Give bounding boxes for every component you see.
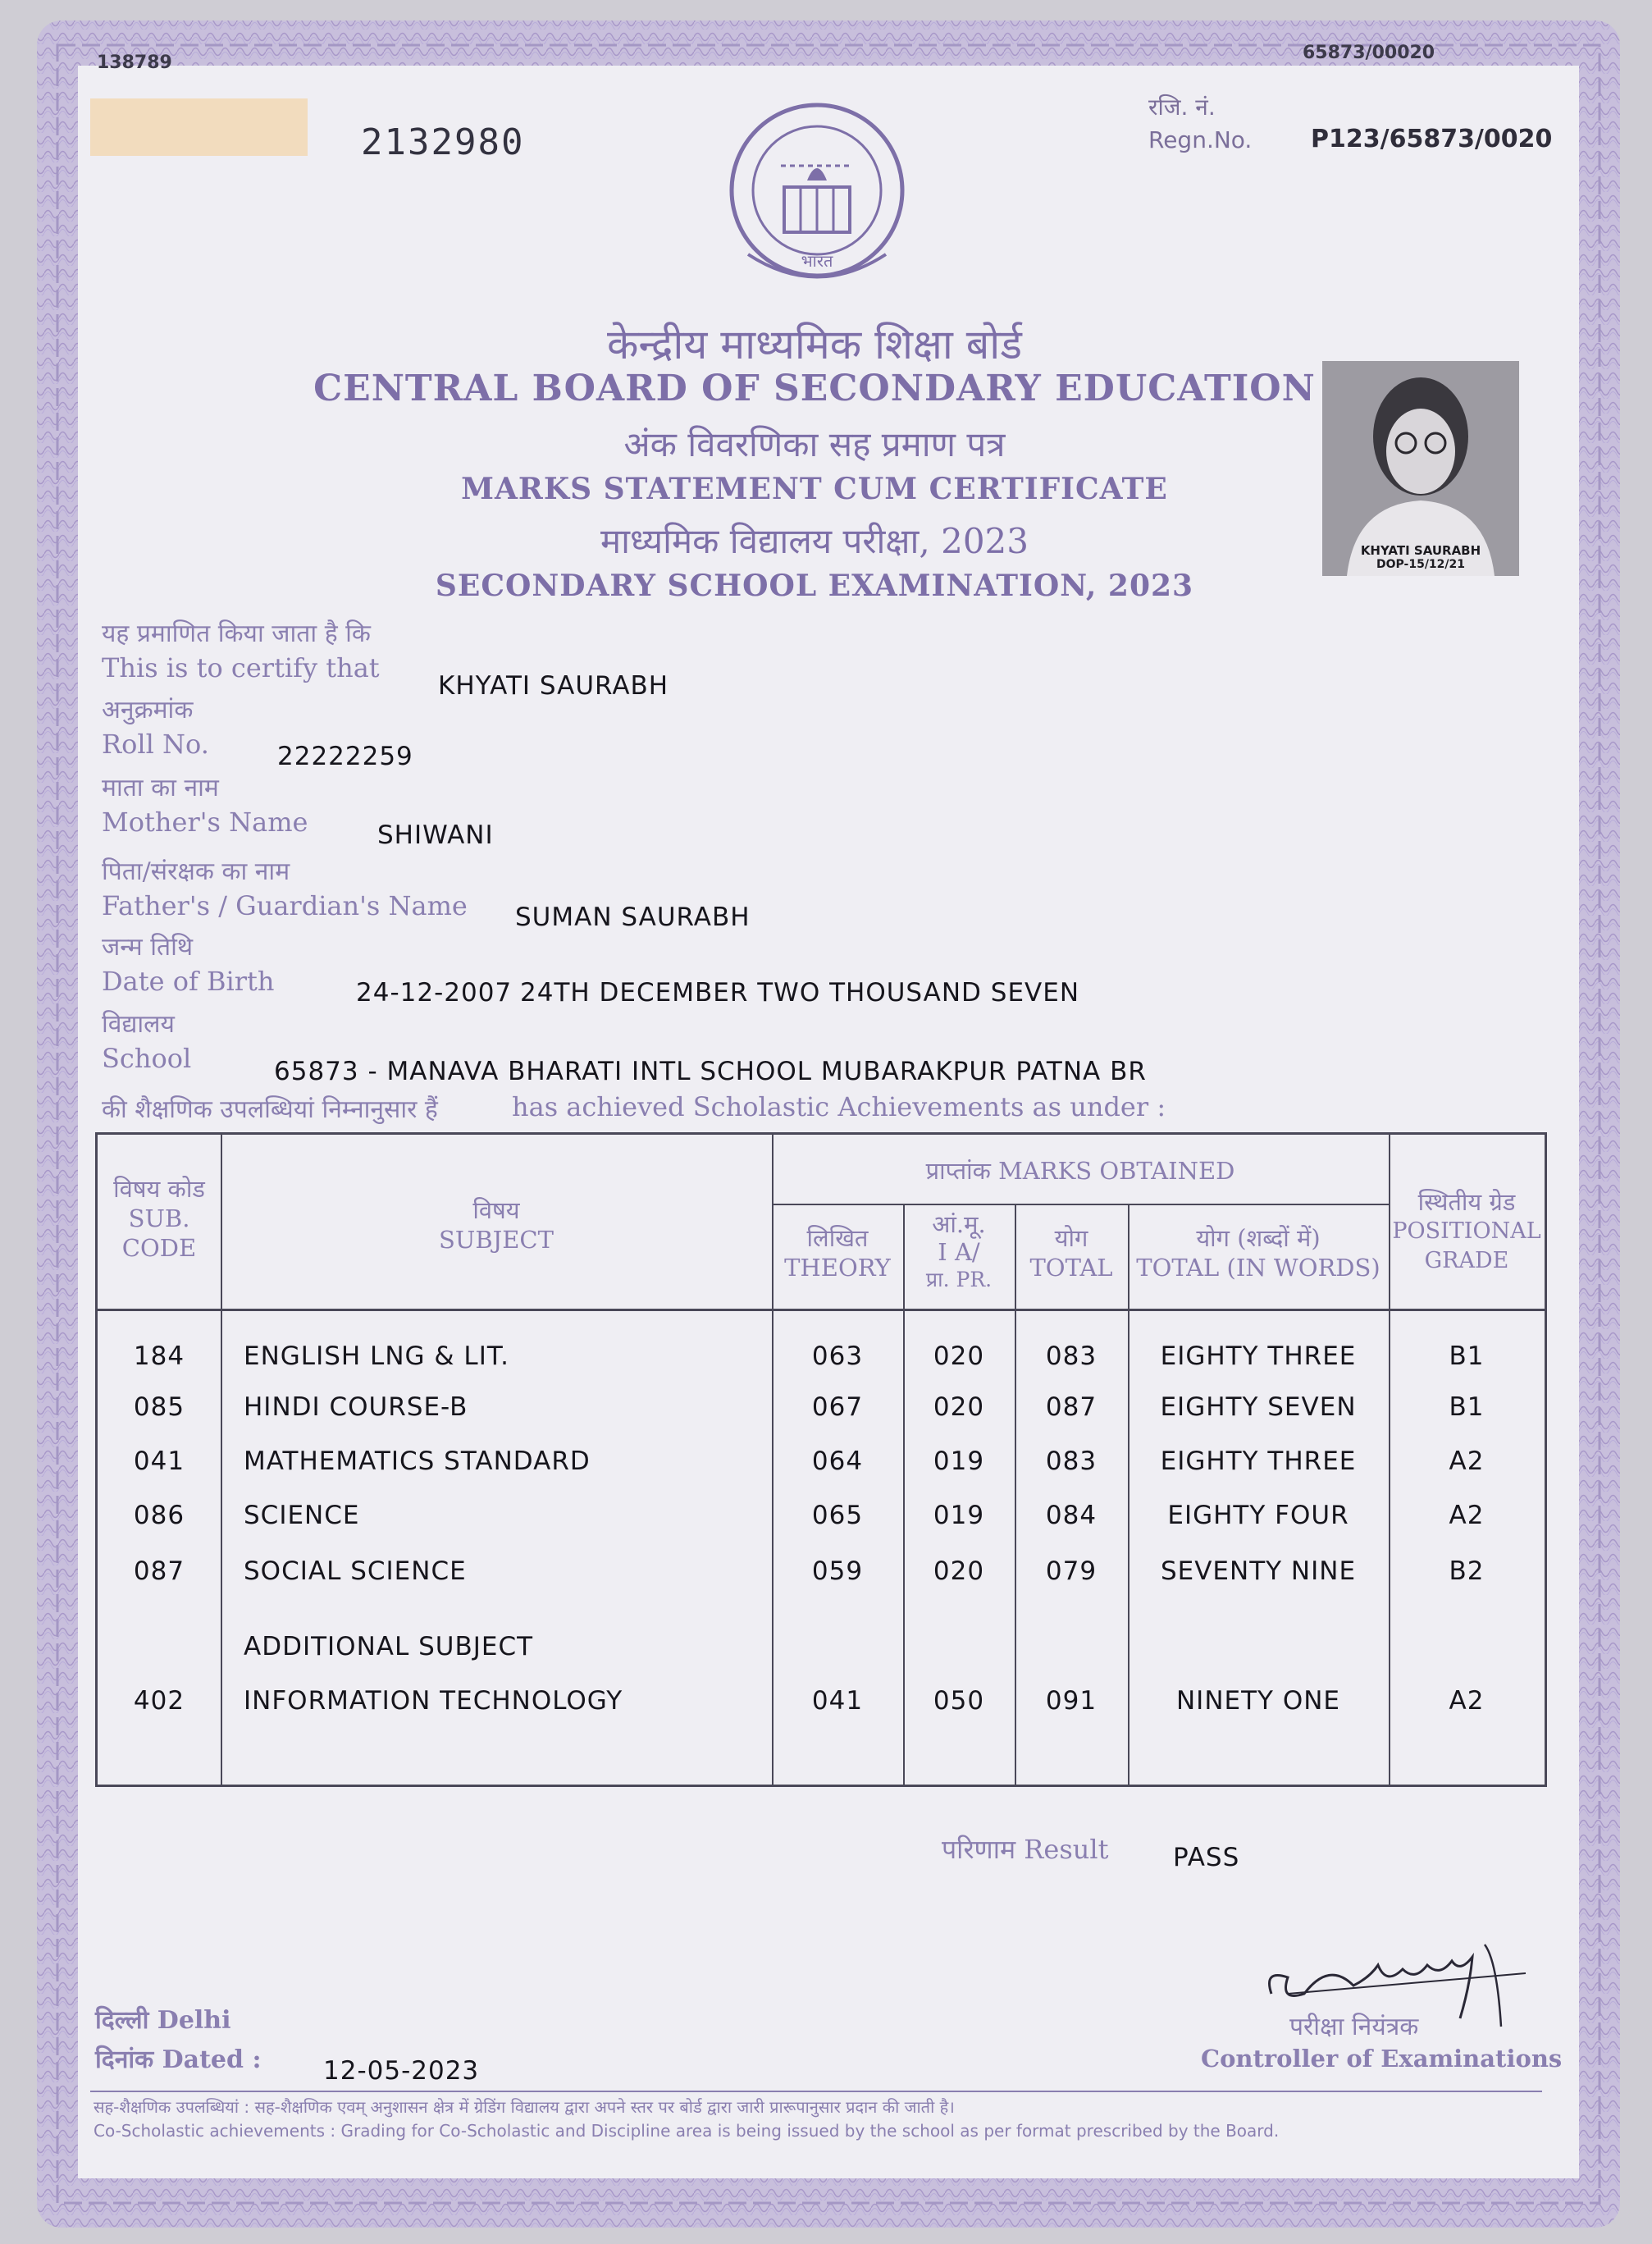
row-grade: A2 xyxy=(1449,1501,1485,1530)
dob-value: 24-12-2007 xyxy=(356,978,513,1008)
header-total-en: TOTAL xyxy=(1029,1254,1113,1282)
document-title: MARKS STATEMENT CUM CERTIFICATE xyxy=(461,472,1168,506)
table-row xyxy=(98,1392,1545,1425)
table-row xyxy=(98,1341,1545,1374)
row-code: 086 xyxy=(133,1501,185,1530)
exam-title-hindi: माध्यमिक विद्यालय परीक्षा, 2023 xyxy=(600,521,1029,561)
result-value: PASS xyxy=(1173,1843,1240,1872)
controller-label: Controller of Examinations xyxy=(1201,2045,1563,2073)
footer-note-hindi: सह-शैक्षणिक उपलब्धियां : सह-शैक्षणिक एवम् अनुशासन क्षेत्र में ग्रेडिंग विद्यालय द्वारा अपने स्तर पर बोर्ड द्वारा जारी प्रारूपानुसार प्रदान की जाती है। xyxy=(94,2097,955,2117)
footer-divider xyxy=(90,2091,1542,2092)
marks-table xyxy=(95,1132,1547,1787)
dated-label xyxy=(95,2041,262,2075)
row-code: 402 xyxy=(133,1686,185,1716)
header-ia-pr xyxy=(903,1210,1015,1294)
photo-caption-dop: DOP-15/12/21 xyxy=(1376,558,1466,571)
row-grade: B1 xyxy=(1449,1341,1485,1371)
row-subject: SOCIAL SCIENCE xyxy=(244,1556,467,1586)
dated-label-en: Dated : xyxy=(162,2045,262,2074)
header-words-hindi: योग (शब्दों में) xyxy=(1196,1224,1321,1252)
school-label-hindi: विद्यालय xyxy=(102,1010,175,1039)
row-subject: ENGLISH LNG & LIT. xyxy=(244,1341,509,1371)
row-code: 184 xyxy=(133,1341,185,1371)
row-subject: SCIENCE xyxy=(244,1501,360,1530)
result-label-hindi: परिणाम xyxy=(942,1834,1016,1865)
row-code: 041 xyxy=(133,1446,185,1476)
row-grade: A2 xyxy=(1449,1446,1485,1476)
row-theory: 063 xyxy=(811,1341,864,1371)
controller-label-hindi: परीक्षा नियंत्रक xyxy=(1289,2013,1419,2041)
header-theory xyxy=(772,1223,903,1282)
board-title: CENTRAL BOARD OF SECONDARY EDUCATION xyxy=(313,368,1316,409)
header-code-en: SUB. CODE xyxy=(121,1204,197,1262)
row-ia: 020 xyxy=(933,1392,985,1422)
result-label xyxy=(942,1831,1108,1867)
document-title-hindi: अंक विवरणिका सह प्रमाण पत्र xyxy=(623,424,1006,464)
row-total-words: EIGHTY FOUR xyxy=(1167,1501,1349,1530)
roll-number: 22222259 xyxy=(277,742,413,771)
exam-title: SECONDARY SCHOOL EXAMINATION, 2023 xyxy=(435,569,1194,603)
regn-number: P123/65873/0020 xyxy=(1311,125,1553,153)
mother-label-hindi: माता का नाम xyxy=(102,774,219,802)
student-photo xyxy=(1322,361,1519,576)
mother-label: Mother's Name xyxy=(102,807,308,838)
dob-words: 24TH DECEMBER TWO THOUSAND SEVEN xyxy=(520,978,1080,1008)
footer-note: Co-Scholastic achievements : Grading for Co-Scholastic and Discipline area is being issued by the school as per format prescribed by the Board. xyxy=(94,2121,1280,2141)
row-ia: 019 xyxy=(933,1501,985,1530)
header-theory-hindi: लिखित xyxy=(806,1224,869,1252)
school-name: 65873 - MANAVA BHARATI INTL SCHOOL MUBARAKPUR PATNA BR xyxy=(274,1057,1147,1086)
row-grade: B1 xyxy=(1449,1392,1485,1422)
certify-label: This is to certify that xyxy=(102,652,380,683)
dated-label-hindi: दिनांक xyxy=(95,2045,154,2074)
header-subject-hindi: विषय xyxy=(472,1196,520,1224)
header-pr: प्रा. PR. xyxy=(925,1268,993,1291)
table-row-additional xyxy=(98,1686,1545,1719)
row-total-words: EIGHTY THREE xyxy=(1160,1341,1357,1371)
row-total: 087 xyxy=(1045,1392,1098,1422)
row-ia: 020 xyxy=(933,1556,985,1586)
header-total-hindi: योग xyxy=(1054,1224,1088,1252)
row-code: 085 xyxy=(133,1392,185,1422)
regn-label: Regn.No. xyxy=(1148,126,1253,153)
row-ia: 020 xyxy=(933,1341,985,1371)
row-total: 091 xyxy=(1045,1686,1098,1716)
top-left-code: 138789 xyxy=(97,53,172,73)
header-code xyxy=(98,1174,221,1263)
header-grade-hindi: स्थितीय ग्रेड xyxy=(1417,1188,1516,1216)
row-total-words: NINETY ONE xyxy=(1175,1686,1340,1716)
row-theory: 059 xyxy=(811,1556,864,1586)
svg-text:भारत: भारत xyxy=(801,251,833,271)
header-total xyxy=(1015,1223,1128,1282)
row-total: 083 xyxy=(1045,1341,1098,1371)
row-ia: 019 xyxy=(933,1446,985,1476)
row-total: 084 xyxy=(1045,1501,1098,1530)
header-subject-en: SUBJECT xyxy=(439,1226,554,1254)
row-theory: 064 xyxy=(811,1446,864,1476)
cbse-emblem-icon xyxy=(715,98,919,299)
row-total: 079 xyxy=(1045,1556,1098,1586)
header-marks xyxy=(772,1156,1389,1186)
table-row xyxy=(98,1556,1545,1589)
row-subject: INFORMATION TECHNOLOGY xyxy=(244,1686,623,1716)
place xyxy=(95,2002,231,2036)
issue-date: 12-05-2023 xyxy=(323,2056,480,2086)
row-theory: 067 xyxy=(811,1392,864,1422)
row-theory: 041 xyxy=(811,1686,864,1716)
result-label-en: Result xyxy=(1024,1834,1109,1865)
row-grade: B2 xyxy=(1449,1556,1485,1586)
achieved-label: has achieved Scholastic Achievements as under : xyxy=(512,1091,1166,1122)
regn-label-hindi: रजि. नं. xyxy=(1148,94,1216,121)
school-label: School xyxy=(102,1043,192,1074)
header-subject xyxy=(221,1195,772,1255)
row-total-words: EIGHTY THREE xyxy=(1160,1446,1357,1476)
header-grade xyxy=(1389,1187,1545,1276)
highlight-patch xyxy=(90,98,308,156)
student-name: KHYATI SAURABH xyxy=(438,671,669,701)
header-theory-en: THEORY xyxy=(784,1254,891,1282)
father-label: Father's / Guardian's Name xyxy=(102,890,468,921)
roll-label: Roll No. xyxy=(102,729,209,760)
place-hindi: दिल्ली xyxy=(95,2006,149,2035)
row-ia: 050 xyxy=(933,1686,985,1716)
header-bottom-line xyxy=(98,1309,1545,1311)
table-row xyxy=(98,1446,1545,1479)
father-name: SUMAN SAURABH xyxy=(515,903,751,932)
row-code: 087 xyxy=(133,1556,185,1586)
header-words xyxy=(1128,1223,1389,1282)
row-subject: HINDI COURSE-B xyxy=(244,1392,468,1422)
dob-label: Date of Birth xyxy=(102,966,275,997)
certify-label-hindi: यह प्रमाणित किया जाता है कि xyxy=(102,619,371,648)
row-total-words: EIGHTY SEVEN xyxy=(1160,1392,1357,1422)
additional-subject-label: ADDITIONAL SUBJECT xyxy=(244,1632,534,1661)
row-grade: A2 xyxy=(1449,1686,1485,1716)
row-total: 083 xyxy=(1045,1446,1098,1476)
board-title-hindi: केन्द्रीय माध्यमिक शिक्षा बोर्ड xyxy=(607,321,1022,368)
header-grade-en: POSITIONAL GRADE xyxy=(1392,1218,1541,1273)
header-ia-hindi: आं.मू. xyxy=(932,1210,986,1238)
place-en: Delhi xyxy=(157,2006,231,2035)
row-theory: 065 xyxy=(811,1501,864,1530)
father-label-hindi: पिता/संरक्षक का नाम xyxy=(102,857,290,886)
serial-number: 2132980 xyxy=(361,121,525,163)
top-right-code: 65873/00020 xyxy=(1303,43,1435,63)
header-code-hindi: विषय कोड xyxy=(113,1175,205,1203)
row-subject: MATHEMATICS STANDARD xyxy=(244,1446,591,1476)
header-words-en: TOTAL (IN WORDS) xyxy=(1136,1254,1380,1282)
mother-name: SHIWANI xyxy=(377,820,494,850)
header-divider xyxy=(772,1204,1389,1205)
dob-label-hindi: जन्म तिथि xyxy=(102,933,194,962)
table-row xyxy=(98,1501,1545,1533)
row-total-words: SEVENTY NINE xyxy=(1160,1556,1357,1586)
header-marks-en: MARKS OBTAINED xyxy=(998,1157,1235,1185)
roll-label-hindi: अनुक्रमांक xyxy=(102,696,194,724)
photo-caption-name: KHYATI SAURABH xyxy=(1360,543,1481,558)
header-marks-hindi: प्राप्तांक xyxy=(925,1157,991,1185)
achieved-label-hindi: की शैक्षणिक उपलब्धियां निम्नानुसार हैं xyxy=(102,1095,438,1124)
header-ia-en: I A/ xyxy=(938,1238,980,1266)
